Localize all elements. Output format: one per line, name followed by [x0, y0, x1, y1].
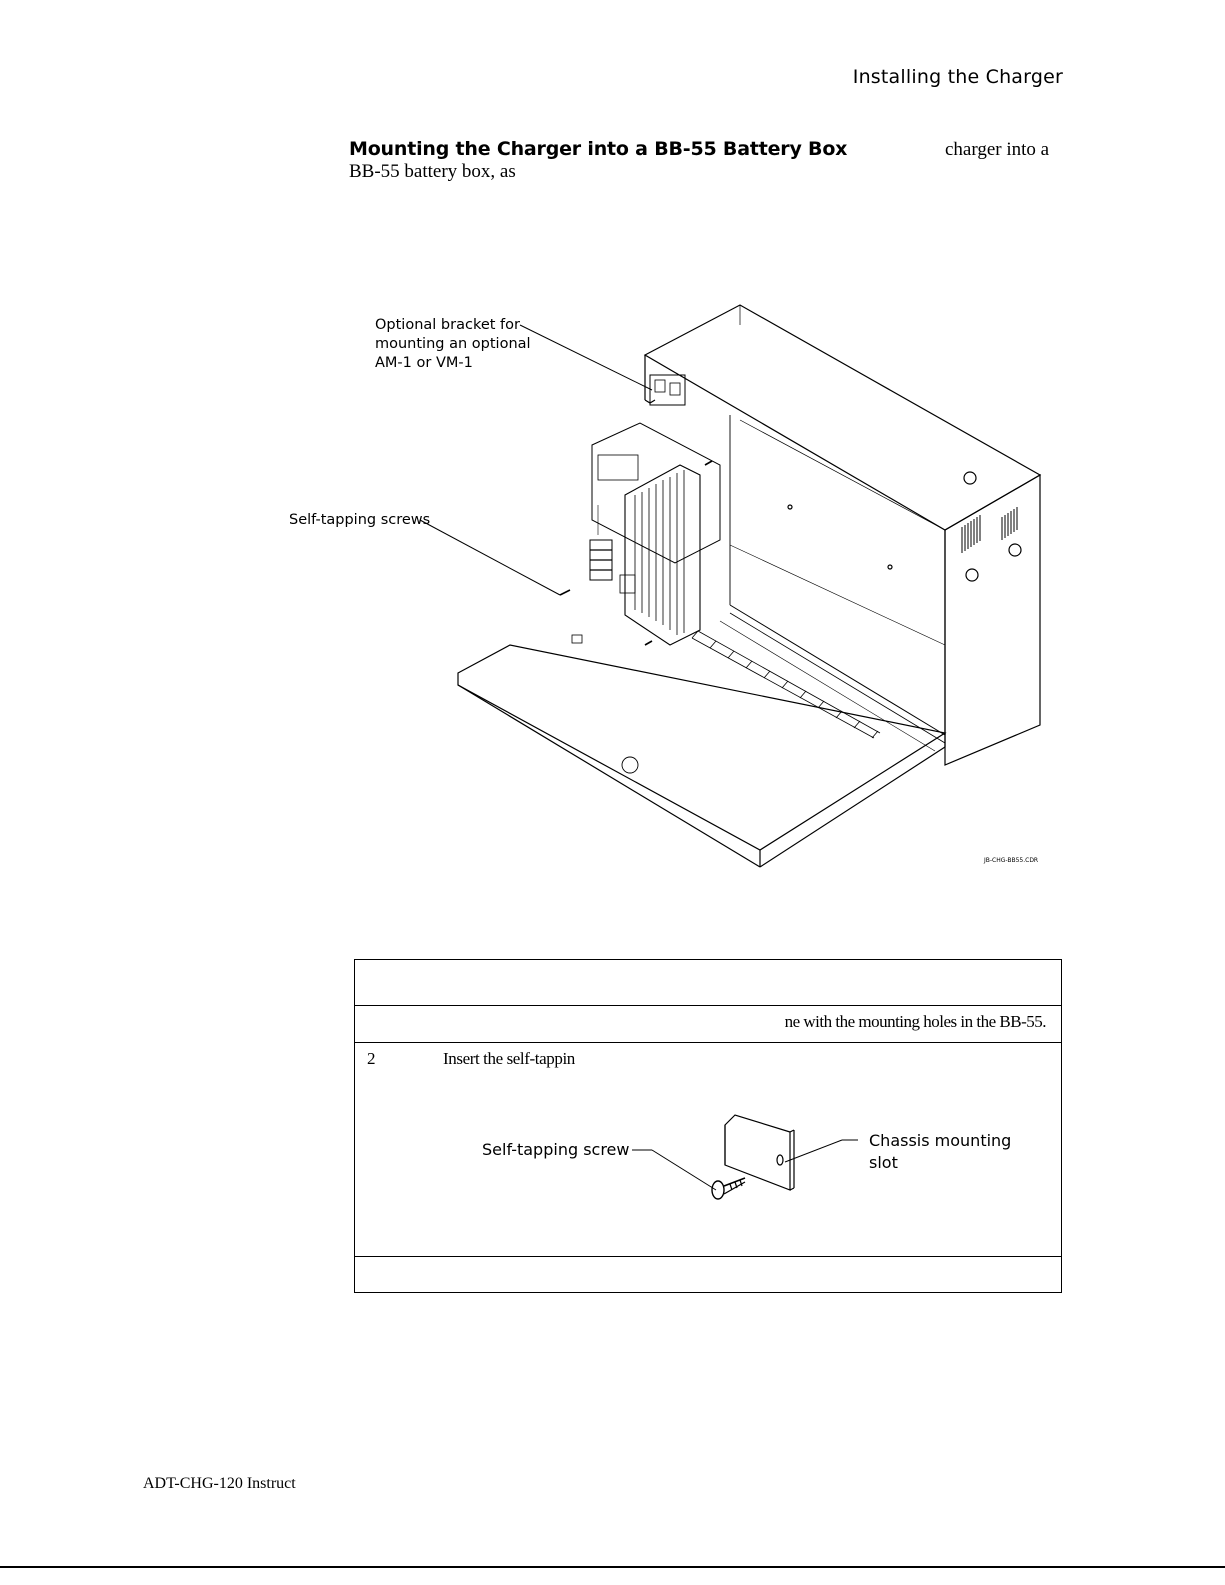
bracket-callout [375, 316, 531, 373]
table-row-divider [355, 1256, 1061, 1257]
box-right-side [945, 475, 1040, 765]
bracket-leader-line [520, 325, 652, 390]
table-row-divider [355, 1042, 1061, 1043]
screw-slot-figure [480, 1110, 1040, 1210]
step-1-text: ne with the mounting holes in the BB-55. [784, 1012, 1046, 1031]
screws-leader-line [420, 520, 560, 595]
intro-text-line: BB-55 battery box, as [349, 161, 516, 182]
step-2-text: Insert the self-tappin [443, 1049, 575, 1068]
battery-box-figure [280, 295, 1070, 880]
chassis-plate [725, 1115, 790, 1190]
footer-rule [0, 1566, 1225, 1568]
screws-callout: Self-tapping screws [289, 512, 431, 528]
section-heading: Mounting the Charger into a BB-55 Battery Box [349, 138, 848, 160]
footer-doc-title: ADT-CHG-120 Instruct [143, 1475, 296, 1492]
battery-box-drawing [280, 295, 1070, 880]
screw-callout: Self-tapping screw [482, 1140, 630, 1159]
table-row-divider [355, 1005, 1061, 1006]
intro-text-fragment: charger into a [945, 139, 1050, 160]
slot-callout [869, 1130, 1011, 1174]
screw-drawing [712, 1178, 745, 1199]
box-top-panel [645, 305, 1040, 530]
step-2-number: 2 [367, 1049, 376, 1068]
bracket-callout-line: Optional bracket for [375, 317, 520, 333]
box-door [458, 645, 945, 850]
screw-leader-line [652, 1150, 716, 1190]
bracket-callout-line: AM-1 or VM-1 [375, 355, 473, 371]
mounting-slot [777, 1155, 783, 1165]
figure-file-label: JB-CHG-BB55.CDR [984, 857, 1039, 864]
slot-callout-line: Chassis mounting [869, 1131, 1012, 1150]
slot-callout-line: slot [869, 1153, 898, 1172]
bracket-callout-line: mounting an optional [375, 336, 531, 352]
running-header: Installing the Charger [852, 66, 1063, 88]
